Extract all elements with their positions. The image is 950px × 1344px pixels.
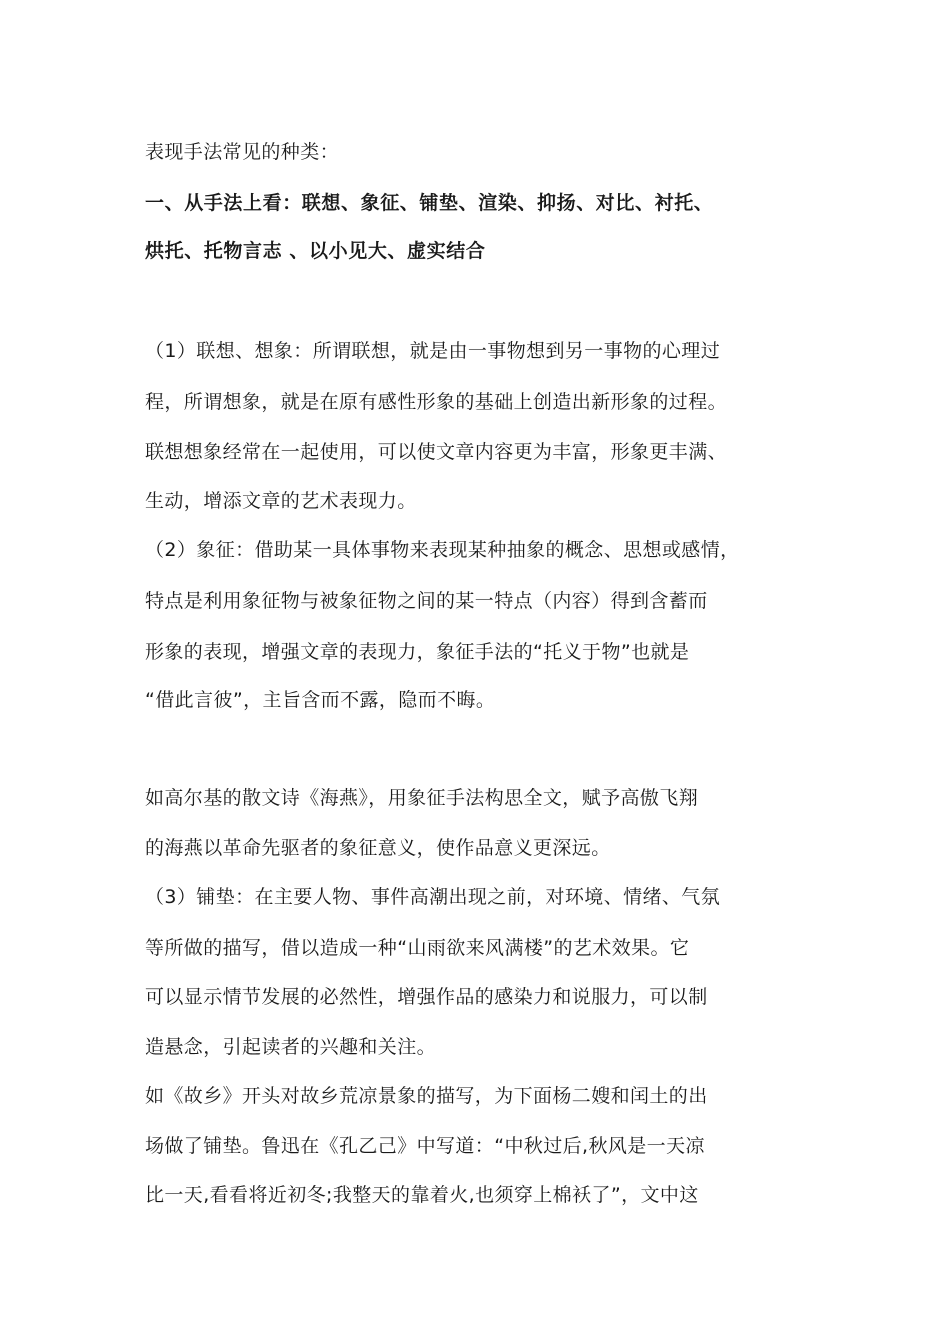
paragraph-line: 场做了铺垫。鲁迅在《孔乙己》中写道：“中秋过后,秋风是一天凉 bbox=[145, 1135, 705, 1157]
paragraph-line: （3）铺垫：在主要人物、事件高潮出现之前，对环境、情绪、气氛 bbox=[145, 886, 721, 908]
paragraph-line: （1）联想、想象：所谓联想，就是由一事物想到另一事物的心理过 bbox=[145, 340, 721, 362]
section-title-line-2: 烘托、托物言志 、以小见大、虚实结合 bbox=[145, 240, 486, 262]
paragraph-line: （2）象征：借助某一具体事物来表现某种抽象的概念、思想或感情， bbox=[145, 539, 740, 561]
paragraph-line: 如高尔基的散文诗《海燕》，用象征手法构思全文，赋予高傲飞翔 bbox=[145, 787, 699, 809]
paragraph-line: 造悬念，引起读者的兴趣和关注。 bbox=[145, 1036, 437, 1058]
paragraph-line: 的海燕以革命先驱者的象征意义，使作品意义更深远。 bbox=[145, 837, 611, 859]
paragraph-line: 可以显示情节发展的必然性，增强作品的感染力和说服力，可以制 bbox=[145, 986, 708, 1008]
paragraph-line: 程，所谓想象，就是在原有感性形象的基础上创造出新形象的过程。 bbox=[145, 391, 728, 413]
paragraph-line: 联想想象经常在一起使用，可以使文章内容更为丰富，形象更丰满、 bbox=[145, 441, 728, 463]
paragraph-line: 如《故乡》开头对故乡荒凉景象的描写，为下面杨二嫂和闰土的出 bbox=[145, 1085, 708, 1107]
paragraph-line: 比一天,看看将近初冬;我整天的靠着火,也须穿上棉袄了”，文中这 bbox=[145, 1184, 699, 1206]
paragraph-line: 形象的表现，增强文章的表现力，象征手法的“托义于物”也就是 bbox=[145, 641, 690, 663]
document-heading: 表现手法常见的种类： bbox=[145, 141, 340, 163]
paragraph-line: 等所做的描写，借以造成一种“山雨欲来风满楼”的艺术效果。它 bbox=[145, 937, 690, 959]
paragraph-line: 生动，增添文章的艺术表现力。 bbox=[145, 490, 417, 512]
paragraph-line: “借此言彼”，主旨含而不露，隐而不晦。 bbox=[145, 689, 496, 711]
section-title-line-1: 一、从手法上看：联想、象征、铺垫、渲染、抑扬、对比、衬托、 bbox=[145, 192, 714, 214]
paragraph-line: 特点是利用象征物与被象征物之间的某一特点（内容）得到含蓄而 bbox=[145, 590, 708, 612]
